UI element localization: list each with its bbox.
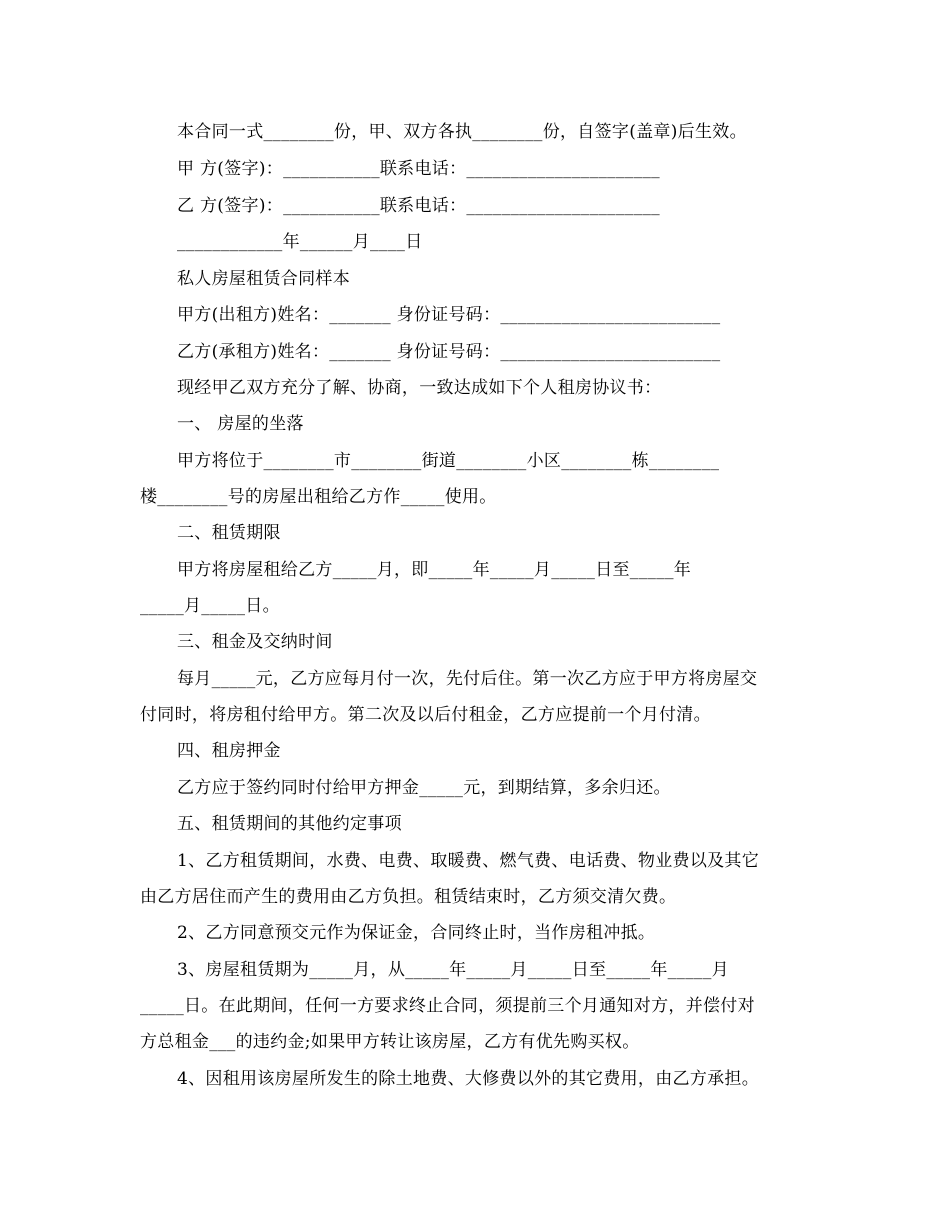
clause-3-line: 3、房屋租赁期为_____月，从_____年_____月_____日至_____年_____月	[177, 960, 729, 980]
document-title: 私人房屋租赁合同样本	[177, 269, 350, 289]
rent-paragraph-line: 付同时，将房租付给甲方。第二次及以后付租金，乙方应提前一个月付清。	[140, 705, 711, 725]
section-heading-other-terms: 五、租赁期间的其他约定事项	[177, 814, 402, 834]
term-paragraph-line: 甲方将房屋租给乙方_____月，即_____年_____月_____日至_____年	[177, 560, 692, 580]
rent-paragraph-line: 每月_____元，乙方应每月付一次，先付后住。第一次乙方应于甲方将房屋交	[177, 669, 758, 689]
copies-clause: 本合同一式________份，甲、双方各执________份，自签字(盖章)后生效。	[177, 122, 747, 142]
lessor-info-line: 甲方(出租方)姓名：_______ 身份证号码：_________________________	[177, 305, 721, 325]
clause-1-line: 1、乙方租赁期间，水费、电费、取暖费、燃气费、电话费、物业费以及其它	[177, 851, 760, 871]
section-heading-deposit: 四、租房押金	[177, 741, 281, 761]
clause-4: 4、因租用该房屋所发生的除土地费、大修费以外的其它费用，由乙方承担。	[177, 1069, 760, 1089]
clause-3-line: _____日。在此期间，任何一方要求终止合同，须提前三个月通知对方，并偿付对	[140, 996, 755, 1016]
clause-2: 2、乙方同意预交元作为保证金，合同终止时，当作房租冲抵。	[177, 923, 656, 943]
term-paragraph-line: _____月_____日。	[140, 596, 280, 616]
deposit-paragraph: 乙方应于签约同时付给甲方押金_____元，到期结算，多余归还。	[177, 778, 671, 798]
section-heading-term: 二、租赁期限	[177, 523, 281, 543]
party-a-signature-line: 甲 方(签字)：___________联系电话：______________________	[177, 159, 660, 179]
lessee-info-line: 乙方(承租方)姓名：_______ 身份证号码：_________________________	[177, 342, 721, 362]
clause-1-line: 由乙方居住而产生的费用由乙方负担。租赁结束时，乙方须交清欠费。	[140, 887, 677, 907]
clause-3-line: 方总租金___的违约金;如果甲方转让该房屋，乙方有优先购买权。	[140, 1032, 640, 1052]
location-paragraph-line: 甲方将位于________市________街道________小区________栋________	[177, 451, 720, 471]
date-line: ____________年______月____日	[177, 232, 423, 252]
preamble-paragraph: 现经甲乙双方充分了解、协商，一致达成如下个人租房协议书：	[177, 378, 662, 398]
location-paragraph-line: 楼________号的房屋出租给乙方作_____使用。	[140, 487, 497, 507]
section-heading-location: 一、 房屋的坐落	[177, 414, 304, 434]
section-heading-rent: 三、租金及交纳时间	[177, 632, 333, 652]
party-b-signature-line: 乙 方(签字)：___________联系电话：______________________	[177, 196, 660, 216]
